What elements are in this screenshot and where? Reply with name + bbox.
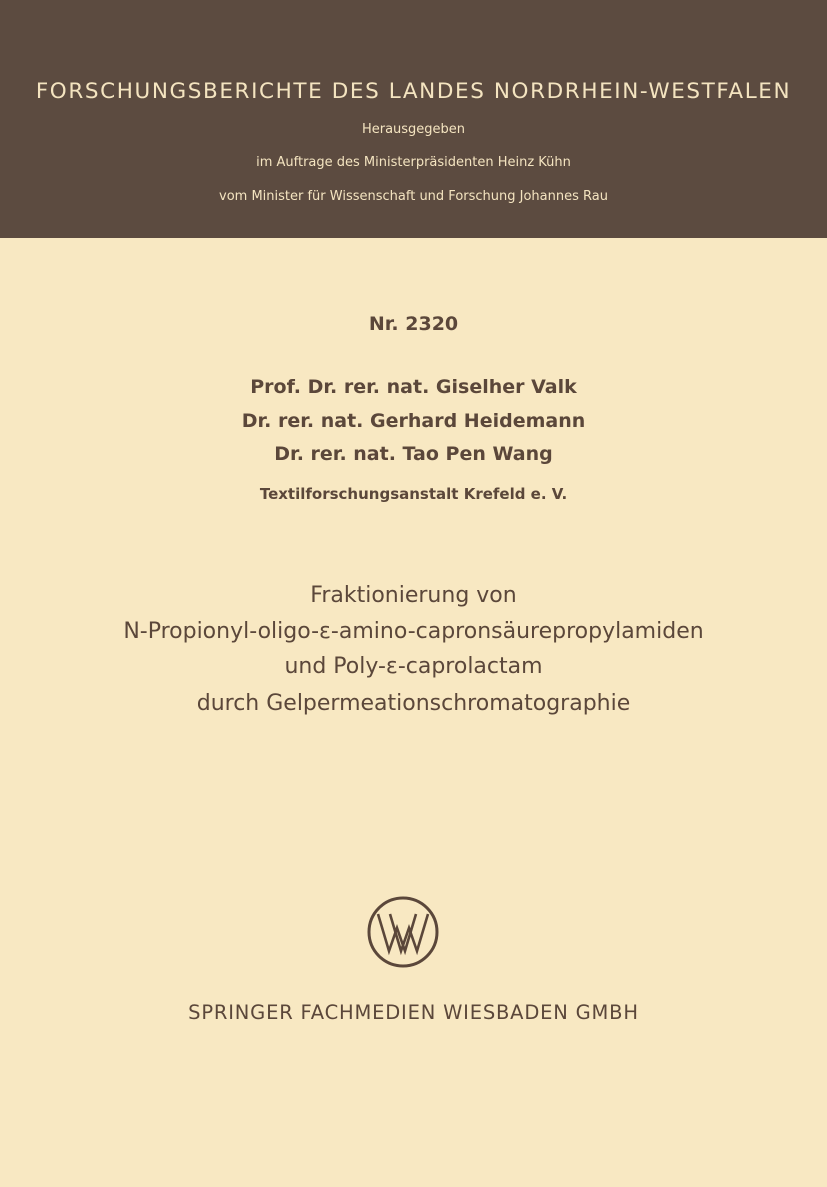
- publisher-name: SPRINGER FACHMEDIEN WIESBADEN GMBH: [188, 1001, 639, 1024]
- institute: Textilforschungsanstalt Krefeld e. V.: [259, 485, 568, 503]
- editor-line: Herausgegeben: [361, 122, 466, 137]
- publisher-logo-icon: [366, 895, 440, 969]
- commissioner-line: im Auftrage des Ministerpräsidenten Heinz Kühn: [256, 155, 571, 170]
- header-band: [0, 0, 827, 238]
- report-number: Nr. 2320: [368, 313, 459, 335]
- title-line-1: Fraktionierung von: [310, 583, 517, 608]
- author-1: Prof. Dr. rer. nat. Giselher Valk: [250, 376, 577, 398]
- series-title: FORSCHUNGSBERICHTE DES LANDES NORDRHEIN-WESTFALEN: [35, 79, 792, 104]
- author-2: Dr. rer. nat. Gerhard Heidemann: [241, 410, 586, 432]
- minister-line: vom Minister für Wissenschaft und Forschung Johannes Rau: [219, 189, 608, 204]
- title-line-3: und Poly-ε-caprolactam: [284, 654, 543, 679]
- title-line-2: N-Propionyl-oligo-ε-amino-capronsäurepropylamiden: [123, 619, 704, 644]
- author-3: Dr. rer. nat. Tao Pen Wang: [274, 443, 553, 465]
- title-line-4: durch Gelpermeationschromatographie: [196, 691, 631, 716]
